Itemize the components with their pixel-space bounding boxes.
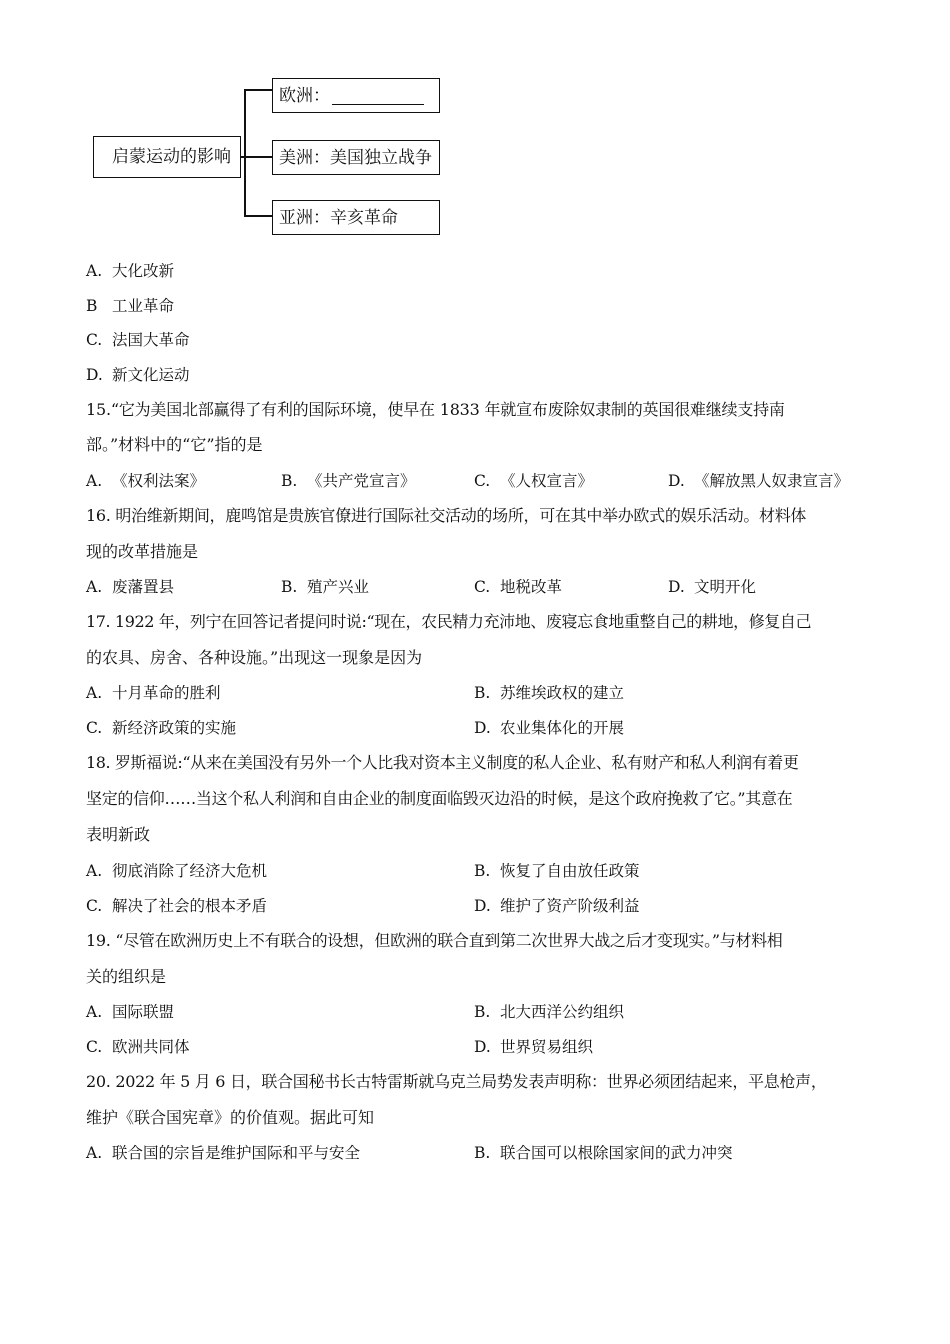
q17-option-c	[86, 718, 236, 738]
diagram-europe-box	[272, 78, 440, 113]
option-letter: C.	[86, 719, 103, 737]
q18-option-d	[474, 896, 640, 916]
option-text: 新文化运动	[112, 366, 190, 384]
q20-option-a	[86, 1143, 360, 1163]
q19-stem-line2: 关的组织是	[86, 967, 167, 986]
option-text: 工业革命	[112, 297, 175, 315]
option-text: 欧洲共同体	[112, 1038, 190, 1056]
option-text: 联合国的宗旨是维护国际和平与安全	[112, 1144, 361, 1162]
connector-v	[244, 89, 246, 215]
diagram-center-label: 启蒙运动的影响	[112, 147, 231, 167]
q19-option-d	[474, 1037, 593, 1057]
option-text: 解决了社会的根本矛盾	[112, 897, 268, 915]
q16-stem-line2: 现的改革措施是	[86, 542, 199, 561]
option-text: 世界贸易组织	[500, 1038, 594, 1056]
option-text: 北大西洋公约组织	[500, 1003, 625, 1021]
q15-option-c	[474, 471, 593, 491]
q17-option-a	[86, 683, 221, 703]
option-text: 农业集体化的开展	[500, 719, 625, 737]
connector-h-as	[244, 215, 272, 217]
option-text: 《权利法案》	[112, 472, 206, 490]
option-letter: D.	[86, 366, 103, 384]
option-letter: D.	[474, 719, 491, 737]
q15-option-a	[86, 471, 205, 491]
q16-option-d	[668, 577, 756, 597]
option-text: 殖产兴业	[307, 578, 370, 596]
q20-stem-line2: 维护《联合国宪章》的价值观。据此可知	[86, 1108, 375, 1127]
q15-stem-line1: 15.“它为美国北部赢得了有利的国际环境，使早在 1833 年就宣布废除奴隶制的英国很难继续支持南	[86, 400, 785, 419]
q18-stem-line2: 坚定的信仰……当这个私人利润和自由企业的制度面临毁灭边沿的时候，是这个政府挽救了它。”其意在	[86, 789, 793, 808]
q19-option-a	[86, 1002, 174, 1022]
option-letter: B.	[474, 1144, 491, 1162]
diagram-america-box	[272, 140, 440, 175]
q17-stem-line1: 17. 1922 年，列宁在回答记者提问时说:“现在，农民精力充沛地、废寝忘食地重整自己的耕地，修复自己	[86, 612, 812, 631]
option-text: 维护了资产阶级利益	[500, 897, 640, 915]
option-text: 恢复了自由放任政策	[500, 862, 640, 880]
option-text: 地税改革	[500, 578, 563, 596]
option-letter: C.	[86, 897, 103, 915]
option-letter: D.	[474, 1038, 491, 1056]
q18-stem-line3: 表明新政	[86, 825, 151, 844]
option-letter: B.	[474, 1003, 491, 1021]
q17-option-b	[474, 683, 624, 703]
diagram-center-box	[93, 136, 241, 178]
q15-option-d	[668, 471, 849, 491]
option-text: 《解放黑人奴隶宣言》	[694, 472, 850, 490]
option-letter: C.	[86, 1038, 103, 1056]
option-text: 《人权宣言》	[500, 472, 594, 490]
option-letter: A.	[86, 862, 103, 880]
q17-stem-line2: 的农具、房舍、各种设施。”出现这一现象是因为	[86, 648, 423, 667]
q18-option-c	[86, 896, 267, 916]
q14-option-a	[86, 261, 174, 281]
q14-option-c	[86, 330, 190, 350]
option-letter: A.	[86, 262, 103, 280]
q14-option-b	[86, 296, 174, 316]
q18-option-b	[474, 861, 640, 881]
option-text: 《共产党宣言》	[307, 472, 416, 490]
option-letter: B.	[281, 578, 298, 596]
q15-stem-line2: 部。”材料中的“它”指的是	[86, 435, 263, 454]
diagram-asia-label: 亚洲：辛亥革命	[279, 208, 398, 228]
diagram-asia-box	[272, 200, 440, 235]
option-text: 法国大革命	[112, 331, 190, 349]
europe-blank	[332, 90, 424, 105]
q16-stem-line1: 16. 明治维新期间，鹿鸣馆是贵族官僚进行国际社交活动的场所，可在其中举办欧式的娱乐活动。材料体	[86, 506, 807, 525]
option-text: 苏维埃政权的建立	[500, 684, 625, 702]
option-text: 彻底消除了经济大危机	[112, 862, 268, 880]
q19-stem-line1: 19. “尽管在欧洲历史上不有联合的设想，但欧洲的联合直到第二次世界大战之后才变现实。”与材料相	[86, 931, 783, 950]
option-letter: C.	[86, 331, 103, 349]
option-letter: B.	[281, 472, 298, 490]
option-letter: A.	[86, 578, 103, 596]
q16-option-c	[474, 577, 562, 597]
q14-option-d	[86, 365, 190, 385]
enlightenment-impact-diagram	[90, 76, 450, 236]
option-letter: B.	[474, 862, 491, 880]
q20-stem-line1: 20. 2022 年 5 月 6 日，联合国秘书长古特雷斯就乌克兰局势发表声明称：世界必须团结起来，平息枪声，	[86, 1072, 827, 1091]
option-letter: A.	[86, 1144, 103, 1162]
option-letter: D.	[668, 472, 685, 490]
q20-option-b	[474, 1143, 733, 1163]
option-text: 国际联盟	[112, 1003, 175, 1021]
option-letter: D.	[474, 897, 491, 915]
connector-h-am	[244, 156, 272, 158]
option-letter: A.	[86, 472, 103, 490]
option-text: 废藩置县	[112, 578, 175, 596]
option-letter: B	[86, 297, 98, 315]
option-letter: C.	[474, 578, 491, 596]
option-letter: B.	[474, 684, 491, 702]
q18-stem-line1: 18. 罗斯福说:“从来在美国没有另外一个人比我对资本主义制度的私人企业、私有财产和私人利润有着更	[86, 753, 799, 772]
q18-option-a	[86, 861, 267, 881]
option-text: 十月革命的胜利	[112, 684, 221, 702]
q19-option-b	[474, 1002, 624, 1022]
option-letter: C.	[474, 472, 491, 490]
option-text: 文明开化	[694, 578, 757, 596]
diagram-america-label: 美洲：美国独立战争	[279, 148, 432, 168]
q16-option-b	[281, 577, 369, 597]
q16-option-a	[86, 577, 174, 597]
option-text: 大化改新	[112, 262, 175, 280]
q17-option-d	[474, 718, 624, 738]
option-letter: D.	[668, 578, 685, 596]
q15-option-b	[281, 471, 416, 491]
connector-h-eu	[244, 89, 272, 91]
option-letter: A.	[86, 1003, 103, 1021]
q19-option-c	[86, 1037, 190, 1057]
option-letter: A.	[86, 684, 103, 702]
option-text: 联合国可以根除国家间的武力冲突	[500, 1144, 733, 1162]
option-text: 新经济政策的实施	[112, 719, 237, 737]
diagram-europe-label: 欧洲：	[279, 86, 330, 106]
